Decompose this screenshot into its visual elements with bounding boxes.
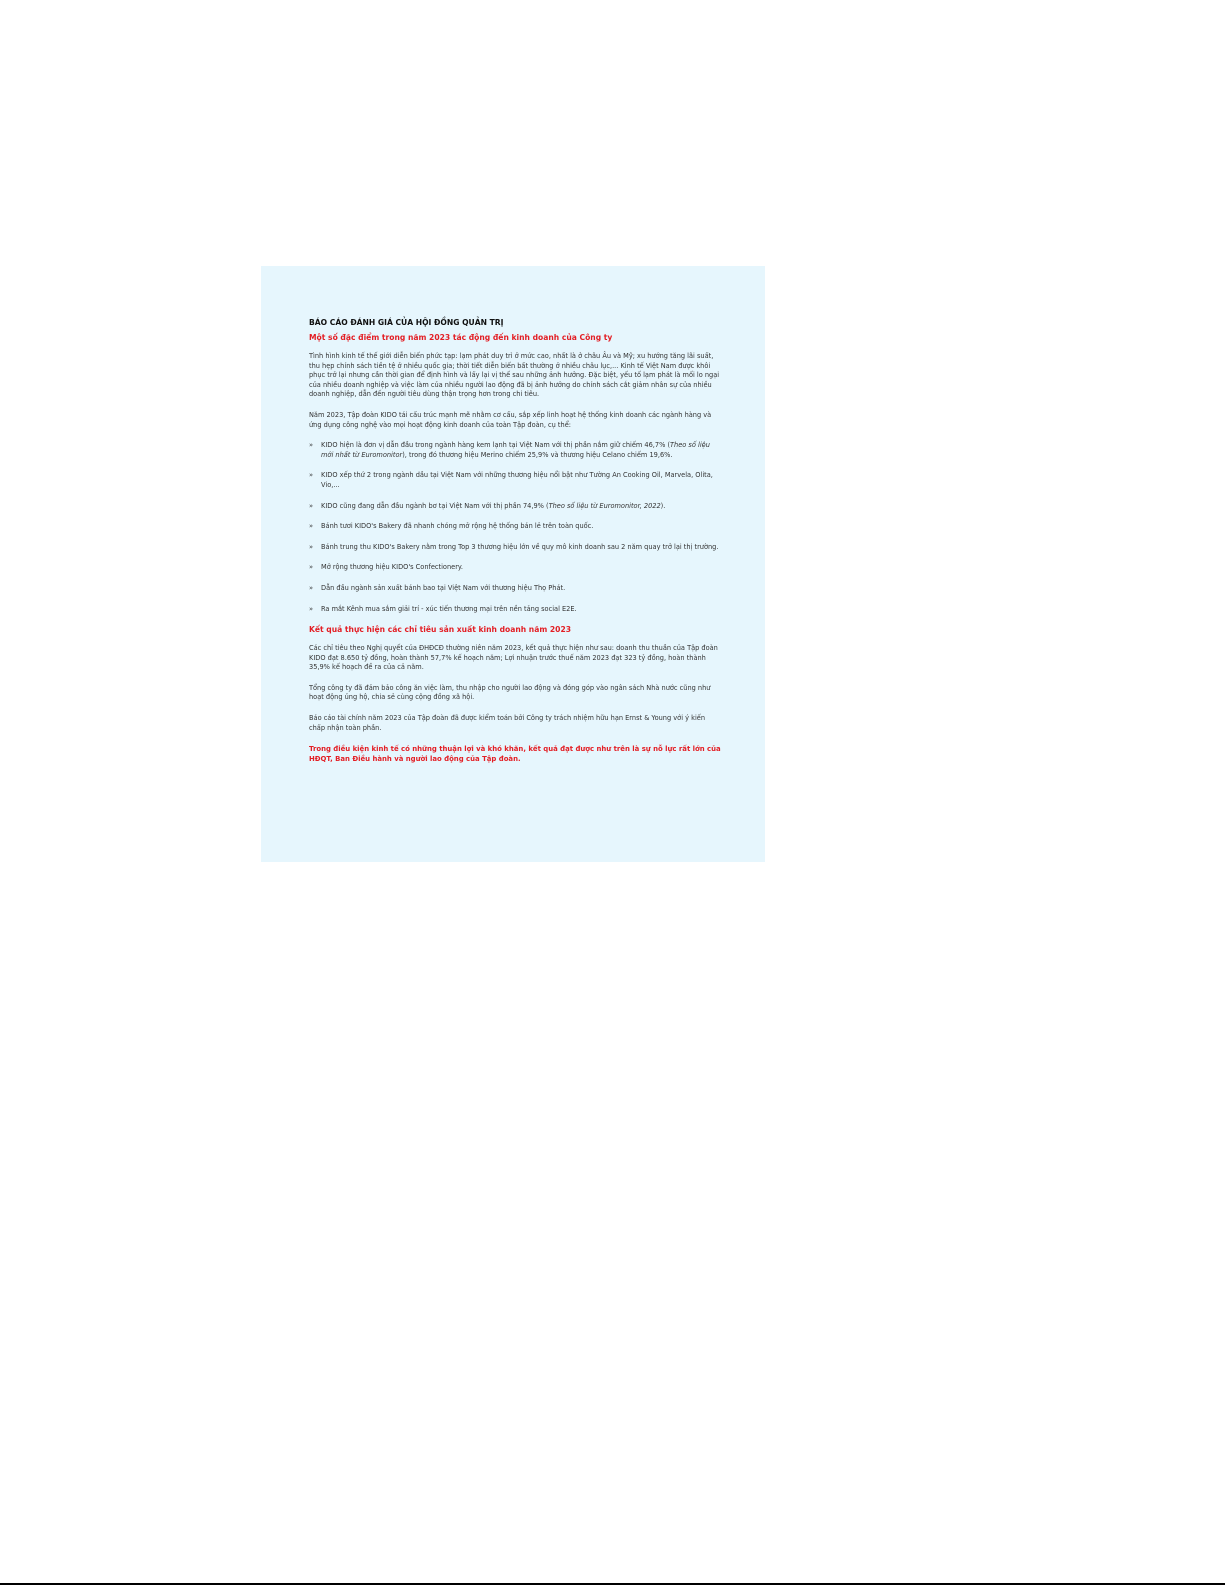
bullet-icon: » xyxy=(309,522,314,531)
section-title-results: Kết quả thực hiện các chỉ tiêu sản xuất kinh doanh năm 2023 xyxy=(309,625,572,635)
list-item xyxy=(309,502,721,512)
bullet-icon: » xyxy=(309,563,314,572)
paragraph-audit: Báo cáo tài chính năm 2023 của Tập đoàn đã được kiểm toán bởi Công ty trách nhiệm hữu hạn Ernst & Young với ý kiến chấp nhận toàn phần. xyxy=(309,714,706,732)
list-item-text: ). xyxy=(660,501,666,510)
list-item-text: KIDO cũng đang dẫn đầu ngành bơ tại Việt Nam với thị phần 74,9% ( xyxy=(321,501,549,510)
list-item-text: Mở rộng thương hiệu KIDO's Confectionery. xyxy=(321,563,463,572)
list-item-source: Theo số liệu mới nhất từ Euromonitor xyxy=(321,441,710,459)
closing-statement: Trong điều kiện kinh tế có những thuận lợi và khó khăn, kết quả đạt được như trên là sự nỗ lực rất lớn của HĐQT, Ban Điều hành và người lao động của Tập đoàn. xyxy=(309,745,721,764)
list-item xyxy=(309,563,721,573)
list-item xyxy=(309,584,721,594)
paragraph-restructure: Năm 2023, Tập đoàn KIDO tái cấu trúc mạnh mẽ nhằm cơ cấu, sắp xếp linh hoạt hệ thống kinh doanh các ngành hàng và ứng dụng công nghệ vào mọi hoạt động kinh doanh của toàn Tập đoàn, cụ thể: xyxy=(309,410,712,429)
report-heading: BÁO CÁO ĐÁNH GIÁ CỦA HỘI ĐỒNG QUẢN TRỊ xyxy=(309,318,504,327)
list-item-text: KIDO xếp thứ 2 trong ngành dầu tại Việt Nam với những thương hiệu nổi bật như Tường An Cooking Oil, Marvela, Olita, Vio,... xyxy=(321,471,713,489)
list-item-text: Dẫn đầu ngành sản xuất bánh bao tại Việt Nam với thương hiệu Thọ Phát. xyxy=(321,583,566,592)
achievement-list xyxy=(309,441,721,614)
section-title-characteristics: Một số đặc điểm trong năm 2023 tác động đến kinh doanh của Công ty xyxy=(309,333,613,342)
bullet-icon: » xyxy=(309,604,314,613)
paragraph-employment: Tổng công ty đã đảm bảo công ăn việc làm, thu nhập cho người lao động và đóng góp vào ngân sách Nhà nước cũng như hoạt động ủng hộ, chia sẻ cùng cộng đồng xã hội. xyxy=(309,683,711,702)
report-panel xyxy=(261,266,765,862)
list-item-text: ), trong đó thương hiệu Merino chiếm 25,9% và thương hiệu Celano chiếm 19,6%. xyxy=(402,450,673,459)
list-item xyxy=(309,522,721,532)
list-item-text: Ra mắt Kênh mua sắm giải trí - xúc tiến thương mại trên nền tảng social E2E. xyxy=(321,604,577,613)
list-item-source: Theo số liệu từ Euromonitor, 2022 xyxy=(548,501,661,510)
list-item-text: Bánh trung thu KIDO's Bakery nằm trong Top 3 thương hiệu lớn về quy mô kinh doanh sau 2 năm quay trở lại thị trường. xyxy=(321,542,719,551)
bullet-icon: » xyxy=(309,441,314,450)
paragraph-results: Các chỉ tiêu theo Nghị quyết của ĐHĐCĐ thường niên năm 2023, kết quả thực hiện như sau: doanh thu thuần của Tập đoàn KIDO đạt 8.650 tỷ đồng, hoàn thành 57,7% kế hoạch năm; Lợi nhuận trước thuế năm 2023 đạt 323 tỷ đồng, hoàn thành 35,9% kế hoạch đề ra của cả năm. xyxy=(309,644,718,672)
bullet-icon: » xyxy=(309,583,314,592)
bullet-icon: » xyxy=(309,501,314,510)
list-item-text: Bánh tươi KIDO's Bakery đã nhanh chóng mở rộng hệ thống bán lẻ trên toàn quốc. xyxy=(321,522,594,531)
list-item xyxy=(309,441,721,460)
bullet-icon: » xyxy=(309,471,314,480)
list-item xyxy=(309,471,721,490)
list-item-text: KIDO hiện là đơn vị dẫn đầu trong ngành hàng kem lạnh tại Việt Nam với thị phần nắm giữ chiếm 46,7% ( xyxy=(321,441,671,450)
list-item xyxy=(309,605,721,615)
paragraph-economy: Tình hình kinh tế thế giới diễn biến phức tạp: lạm phát duy trì ở mức cao, nhất là ở châu Âu và Mỹ; xu hướng tăng lãi suất, thu hẹp chính sách tiền tệ ở nhiều quốc gia; thời tiết diễn biến bất thường ở nhiều châu lục,... Kinh tế Việt Nam được khôi phục trở lại nhưng cần thời gian để định hình và lấy lại vị thế sau những ảnh hưởng. Đặc biệt, yếu tố lạm phát là mối lo ngại của nhiều doanh nghiệp và việc làm của nhiều người lao động đã bị ảnh hưởng do chính sách cắt giảm nhân sự của nhiều doanh nghiệp, dẫn đến người tiêu dùng thận trọng hơn trong chi tiêu. xyxy=(309,352,720,399)
list-item xyxy=(309,543,721,553)
bullet-icon: » xyxy=(309,542,314,551)
